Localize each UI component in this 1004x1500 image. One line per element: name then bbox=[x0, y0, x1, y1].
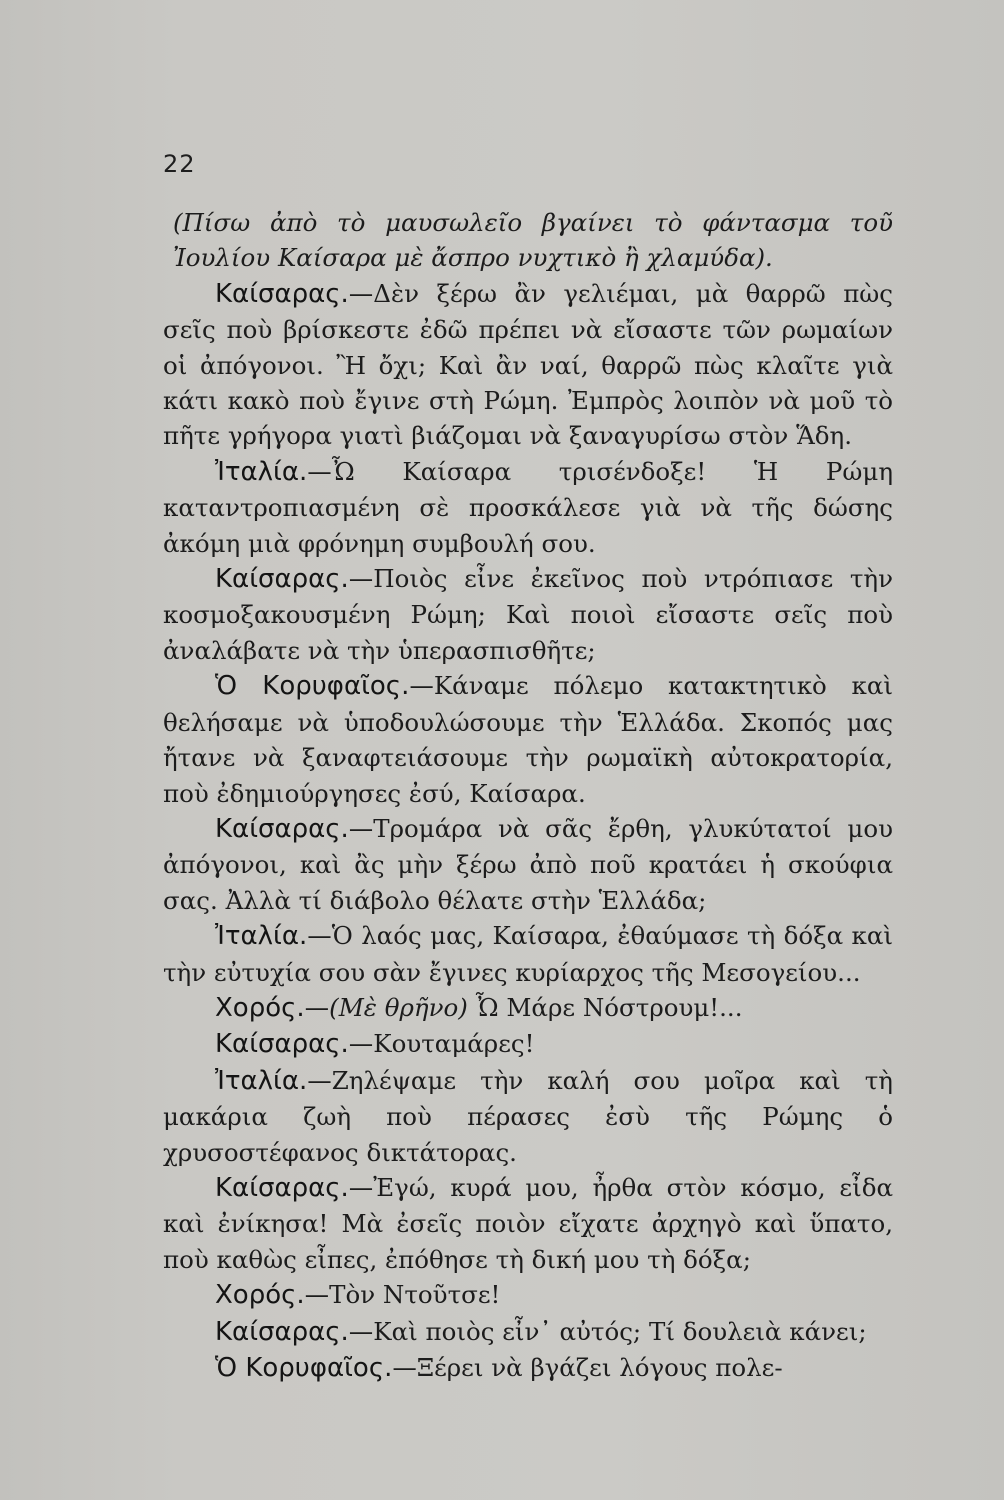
play-text bbox=[163, 205, 893, 1386]
speech-1 bbox=[163, 276, 893, 454]
speaker-name: Καίσαρας. bbox=[215, 1029, 349, 1060]
speech-dash: — bbox=[307, 456, 332, 486]
speech-10 bbox=[163, 1170, 893, 1277]
speech-dash: — bbox=[392, 1353, 417, 1382]
speech-dash: — bbox=[348, 564, 374, 594]
speech-text: Τρομάρα νὰ σᾶς ἔρθη, γλυκύτατοί μου ἀπόγονοι, καὶ ἂς μὴν ξέρω ἀπὸ ποῦ κρατάει ἡ σκούφια σας. Ἀλλὰ τί διάβολο θέλατε στὴν Ἑλλάδα; bbox=[163, 813, 893, 915]
speaker-name: Καίσαρας. bbox=[215, 1316, 349, 1347]
speech-8 bbox=[163, 1026, 893, 1062]
speech-text: Ὦ Μάρε Νόστρουμ!... bbox=[475, 992, 743, 1022]
speech-dash: — bbox=[307, 921, 332, 951]
speech-12 bbox=[163, 1314, 893, 1350]
speech-text: Κουταμάρες! bbox=[373, 1029, 535, 1059]
speech-2 bbox=[163, 454, 893, 561]
speech-dash: — bbox=[348, 1172, 374, 1202]
speech-3 bbox=[163, 561, 893, 668]
inline-stage-direction: (Μὲ θρῆνο) bbox=[329, 992, 468, 1022]
speech-dash: — bbox=[307, 1065, 332, 1095]
speech-6 bbox=[163, 918, 893, 990]
speaker-name: Χορός. bbox=[215, 1280, 305, 1311]
speech-5 bbox=[163, 811, 893, 918]
speaker-name: Ἰταλία. bbox=[215, 456, 308, 487]
speaker-name: Χορός. bbox=[215, 992, 305, 1023]
speaker-name: Καίσαρας. bbox=[215, 1172, 349, 1203]
speech-text: Ζηλέψαμε τὴν καλή σου μοῖρα καὶ τὴ μακάρια ζωὴ ποὺ πέρασες ἐσὺ τῆς Ρώμης ὁ χρυσοστέφανος δικτάτορας. bbox=[163, 1065, 893, 1167]
speech-dash: — bbox=[348, 278, 374, 308]
speech-text: Δὲν ξέρω ἂν γελιέμαι, μὰ θαρρῶ πὼς σεῖς ποὺ βρίσκεστε ἐδῶ πρέπει νὰ εἴσαστε τῶν ρωμαίων οἱ ἀπόγονοι. Ἢ ὄχι; Καὶ ἂν ναί, θαρρῶ πὼς κλαῖτε γιὰ κάτι κακὸ ποὺ ἔγινε στὴ Ρώμη. Ἐμπρὸς λοιπὸν νὰ μοῦ τὸ πῆτε γρήγορα γιατὶ βιάζομαι νὰ ξαναγυρίσω στὸν Ἅδη. bbox=[163, 278, 893, 451]
speaker-name: Ἰταλία. bbox=[215, 1065, 308, 1096]
speaker-name: Ὁ Κορυφαῖος. bbox=[215, 1353, 393, 1383]
speech-dash: — bbox=[304, 1280, 330, 1310]
speaker-name: Ὁ Κορυφαῖος. bbox=[215, 671, 410, 702]
speech-text: Ἐγώ, κυρά μου, ἦρθα στὸν κόσμο, εἶδα καὶ ἐνίκησα! Μὰ ἐσεῖς ποιὸν εἴχατε ἀρχηγὸ καὶ ὕπατο, ποὺ καθὼς εἶπες, ἐπόθησε τὴ δική μου τὴ δόξα; bbox=[163, 1172, 893, 1274]
speech-13 bbox=[163, 1350, 893, 1386]
speech-dash: — bbox=[348, 813, 374, 843]
speaker-name: Καίσαρας. bbox=[215, 813, 349, 844]
speech-text: Καὶ ποιὸς εἶν᾽ αὐτός; Τί δουλειὰ κάνει; bbox=[373, 1316, 867, 1346]
speech-9 bbox=[163, 1063, 893, 1170]
speech-text: Ὁ λαός μας, Καίσαρα, ἐθαύμασε τὴ δόξα καὶ τὴν εὐτυχία σου σὰν ἔγινες κυρίαρχος τῆς Μεσογείου... bbox=[163, 921, 893, 987]
stage-direction: (Πίσω ἀπὸ τὸ μαυσωλεῖο βγαίνει τὸ φάντασμα τοῦ Ἰουλίου Καίσαρα μὲ ἄσπρο νυχτικὸ ἢ χλαμύδα). bbox=[173, 208, 893, 273]
speech-text: Τὸν Ντοῦτσε! bbox=[329, 1280, 501, 1310]
speech-dash: — bbox=[304, 992, 330, 1022]
speech-text: Κάναμε πόλεμο κατακτητικὸ καὶ θελήσαμε νὰ ὑποδουλώσουμε τὴν Ἑλλάδα. Σκοπός μας ἤτανε νὰ ξαναφτειάσουμε τὴν ρωμαϊκὴ αὐτοκρατορία, ποὺ ἐδημιούργησες ἐσύ, Καίσαρα. bbox=[163, 671, 894, 808]
speech-text: Ποιὸς εἶνε ἐκεῖνος ποὺ ντρόπιασε τὴν κοσμοξακουσμένη Ρώμη; Καὶ ποιοὶ εἴσαστε σεῖς ποὺ ἀναλάβατε νὰ τὴν ὑπερασπισθῆτε; bbox=[163, 564, 893, 665]
speaker-name: Καίσαρας. bbox=[215, 564, 349, 595]
speech-text: Ξέρει νὰ βγάζει λόγους πολε- bbox=[416, 1353, 783, 1382]
speech-text: Ὦ Καίσαρα τρισένδοξε! Ἡ Ρώμη καταντροπιασμένη σὲ προσκάλεσε γιὰ νὰ τῆς δώσης ἀκόμη μιὰ φρόνημη συμβουλή σου. bbox=[163, 456, 893, 558]
page-number: 22 bbox=[163, 150, 196, 178]
speech-dash: — bbox=[348, 1029, 374, 1059]
speech-7 bbox=[163, 990, 893, 1026]
speaker-name: Ἰταλία. bbox=[215, 921, 308, 952]
speech-4 bbox=[163, 668, 893, 811]
speaker-name: Καίσαρας. bbox=[215, 278, 349, 309]
speech-dash: — bbox=[409, 671, 434, 701]
speech-11 bbox=[163, 1277, 893, 1313]
speech-dash: — bbox=[348, 1316, 374, 1346]
